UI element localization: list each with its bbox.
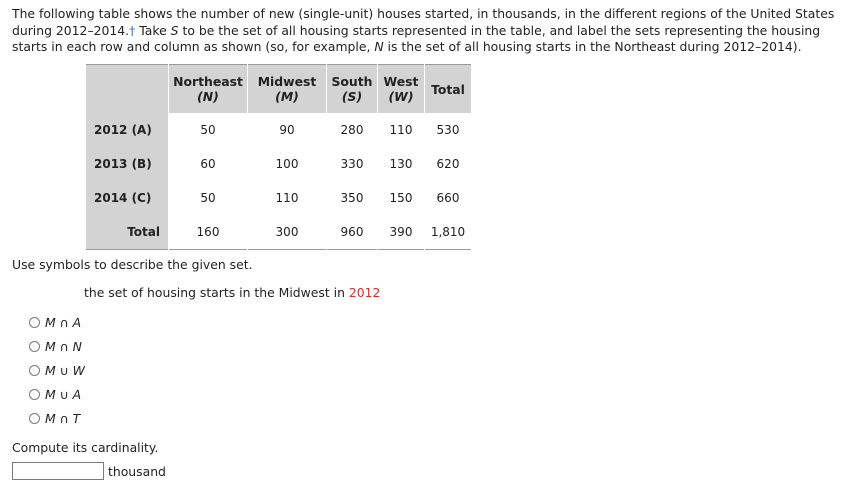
- intro-text-3: to be the set of all housing starts represented in the table, and label the sets representing the housing starts in each row and column as shown (so, for example,: [12, 22, 821, 54]
- table-cell: 50: [169, 113, 248, 147]
- column-header: [378, 65, 425, 114]
- question-prompt: Use symbols to describe the given set.: [12, 257, 253, 272]
- table-cell: 300: [248, 215, 327, 250]
- option-m-intersect-a[interactable]: [29, 310, 85, 334]
- column-header: [169, 65, 248, 114]
- table-cell: 110: [248, 181, 327, 215]
- answer-row: [12, 462, 166, 480]
- table-cell: 110: [378, 113, 425, 147]
- row-header: 2013 (B): [86, 147, 169, 181]
- table-row: [86, 113, 472, 147]
- column-name: Midwest: [257, 74, 317, 89]
- column-name: Northeast: [173, 74, 243, 89]
- radio-button[interactable]: [29, 389, 40, 400]
- table-cell: 960: [327, 215, 378, 250]
- column-symbol: (W): [388, 89, 414, 104]
- row-header: 2012 (A): [86, 113, 169, 147]
- column-name: Total: [431, 81, 465, 97]
- option-m-union-w[interactable]: [29, 358, 85, 382]
- table-cell: 100: [248, 147, 327, 181]
- table-row: [86, 181, 472, 215]
- table-cell: 280: [327, 113, 378, 147]
- column-header: [248, 65, 327, 114]
- column-name: South: [331, 74, 373, 89]
- set-description-text: the set of housing starts in the Midwest in: [84, 285, 349, 300]
- option-label: M ∪ W: [45, 362, 85, 378]
- table-cell: 620: [425, 147, 472, 181]
- table-cell: 530: [425, 113, 472, 147]
- option-label: M ∩ A: [45, 314, 82, 330]
- set-n-symbol: N: [374, 39, 384, 54]
- option-label: M ∪ A: [45, 386, 82, 402]
- table-cell: 90: [248, 113, 327, 147]
- radio-button[interactable]: [29, 413, 40, 424]
- option-m-union-a[interactable]: [29, 382, 85, 406]
- table-row: [86, 147, 472, 181]
- intro-text-1: The following table shows the number of new (single-unit) houses started, in thousands, in the different regions of the United States during 2012–2014.: [12, 6, 835, 38]
- option-label: M ∩ T: [45, 410, 81, 426]
- column-symbol: (S): [341, 89, 363, 104]
- unit-label: thousand: [108, 463, 166, 479]
- corner-header-cell: [86, 65, 169, 114]
- table-cell: 330: [327, 147, 378, 181]
- set-s-symbol: S: [170, 22, 179, 38]
- row-header: Total: [86, 215, 169, 250]
- intro-text-2: Take: [135, 22, 171, 38]
- column-name: West: [383, 74, 419, 89]
- radio-button[interactable]: [29, 365, 40, 376]
- radio-button[interactable]: [29, 317, 40, 328]
- answer-options: [29, 310, 85, 430]
- column-symbol: (N): [197, 89, 219, 104]
- cardinality-input[interactable]: [12, 462, 104, 480]
- column-header: [425, 65, 472, 114]
- option-label: M ∩ N: [45, 338, 82, 354]
- set-description: [84, 285, 380, 300]
- table-header-row: [86, 65, 472, 114]
- radio-button[interactable]: [29, 341, 40, 352]
- table-cell: 130: [378, 147, 425, 181]
- column-header: [327, 65, 378, 114]
- row-header: 2014 (C): [86, 181, 169, 215]
- option-m-intersect-n[interactable]: [29, 334, 85, 358]
- table-cell: 50: [169, 181, 248, 215]
- set-description-year: 2012: [348, 285, 381, 300]
- cardinality-prompt: Compute its cardinality.: [12, 440, 159, 455]
- table-row: [86, 215, 472, 250]
- table-cell: 160: [169, 215, 248, 250]
- problem-statement: [12, 6, 838, 56]
- intro-text-4: is the set of all housing starts in the Northeast during 2012–2014).: [383, 39, 802, 54]
- table-cell: 1,810: [425, 215, 472, 250]
- option-m-intersect-t[interactable]: [29, 406, 85, 430]
- table-cell: 150: [378, 181, 425, 215]
- footnote-dagger-link[interactable]: †: [129, 22, 136, 38]
- column-symbol: (M): [275, 89, 299, 104]
- table-cell: 350: [327, 181, 378, 215]
- table-cell: 660: [425, 181, 472, 215]
- table-cell: 60: [169, 147, 248, 181]
- housing-starts-table: [85, 64, 472, 250]
- table-cell: 390: [378, 215, 425, 250]
